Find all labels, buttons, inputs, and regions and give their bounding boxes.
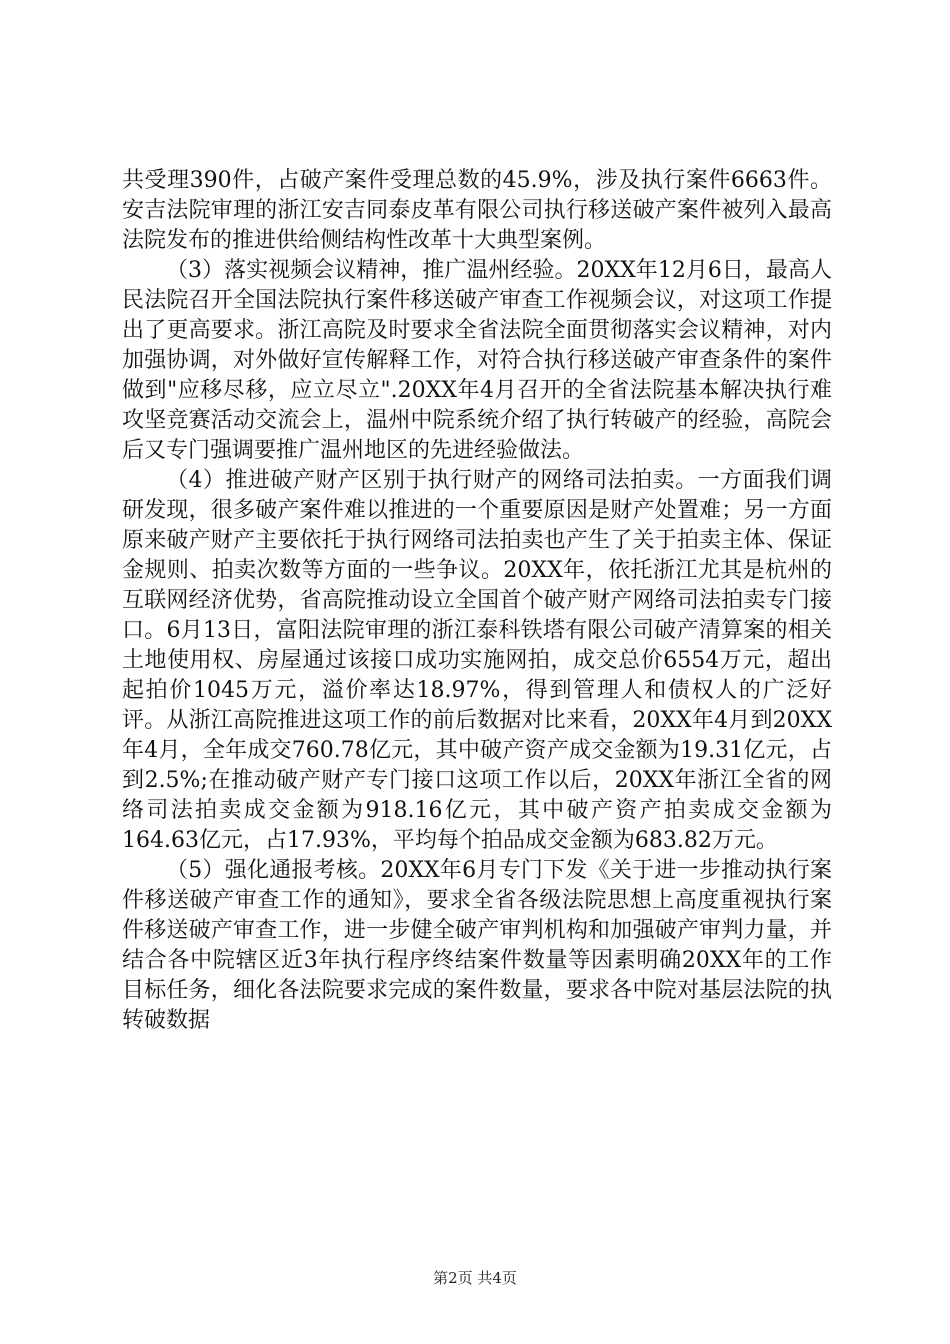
paragraph-item-3: （3）落实视频会议精神，推广温州经验。20XX年12月6日，最高人民法院召开全国法院执行案件移送破产审查工作视频会议，对这项工作提出了更高要求。浙江高院及时要求全省法院全面贯彻落实会议精神，对内加强协调，对外做好宣传解释工作，对符合执行移送破产审查条件的案件做到"应移尽移，应立尽立".20XX年4月召开的全省法院基本解决执行难攻坚竞赛活动交流会上，温州中院系统介绍了执行转破产的经验，高院会后又专门强调要推广温州地区的先进经验做法。 — [122, 258, 832, 463]
document-body — [122, 166, 832, 1036]
paragraph-item-4: （4）推进破产财产区别于执行财产的网络司法拍卖。一方面我们调研发现，很多破产案件难以推进的一个重要原因是财产处置难；另一方面原来破产财产主要依托于执行网络司法拍卖也产生了关于拍卖主体、保证金规则、拍卖次数等方面的一些争议。20XX年，依托浙江尤其是杭州的互联网经济优势，省高院推动设立全国首个破产财产网络司法拍卖专门接口。6月13日，富阳法院审理的浙江泰科铁塔有限公司破产清算案的相关土地使用权、房屋通过该接口成功实施网拍，成交总价6554万元，超出起拍价1045万元，溢价率达18.97%，得到管理人和债权人的广泛好评。从浙江高院推进这项工作的前后数据对比来看，20XX年4月到20XX年4月，全年成交760.78亿元，其中破产资产成交金额为19.31亿元，占到2.5%;在推动破产财产专门接口这项工作以后，20XX年浙江全省的网络司法拍卖成交金额为918.16亿元，其中破产资产拍卖成交金额为164.63亿元，占17.93%，平均每个拍品成交金额为683.82万元。 — [122, 468, 832, 853]
paragraph-item-5: （5）强化通报考核。20XX年6月专门下发《关于进一步推动执行案件移送破产审查工作的通知》，要求全省各级法院思想上高度重视执行案件移送破产审查工作，进一步健全破产审判机构和加强破产审判力量，并结合各中院辖区近3年执行程序终结案件数量等因素明确20XX年的工作目标任务，细化各法院要求完成的案件数量，要求各中院对基层法院的执转破数据 — [122, 858, 832, 1033]
paragraph-continued: 共受理390件，占破产案件受理总数的45.9%，涉及执行案件6663件。安吉法院审理的浙江安吉同泰皮革有限公司执行移送破产案件被列入最高法院发布的推进供给侧结构性改革十大典型案例。 — [122, 168, 832, 253]
page-number-footer: 第2页 共4页 — [433, 1269, 517, 1287]
